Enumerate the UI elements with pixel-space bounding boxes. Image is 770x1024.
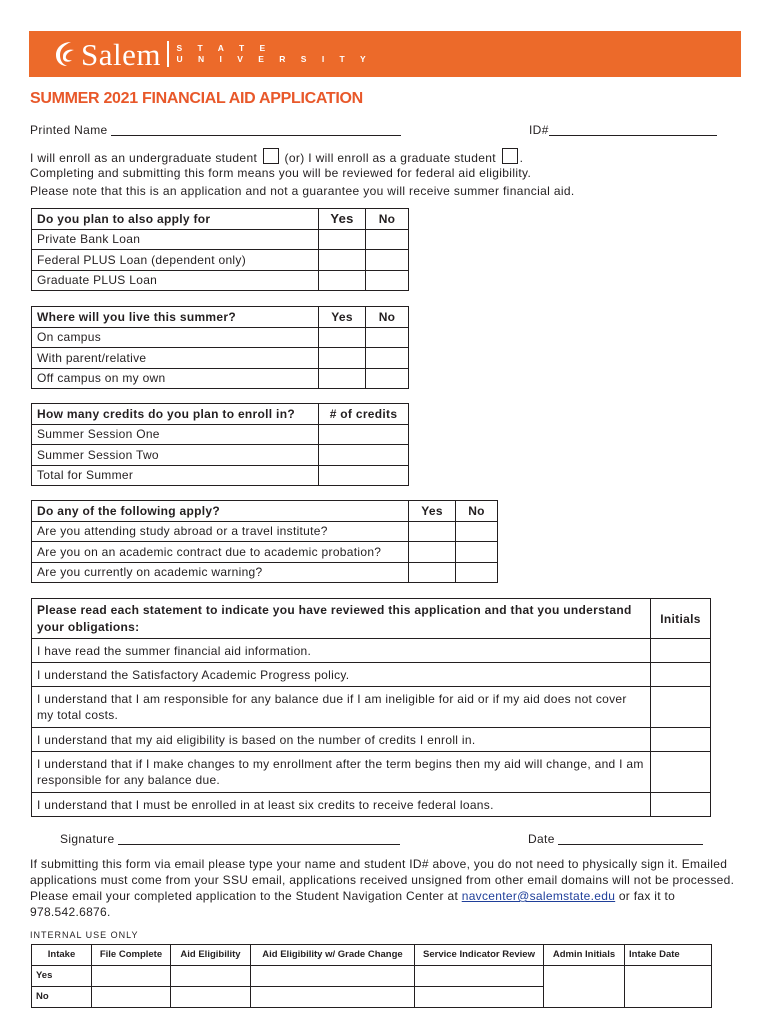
- circumstance-no-cell[interactable]: [456, 562, 498, 583]
- printed-name-field[interactable]: [111, 135, 401, 136]
- statement-text: I understand that I am responsible for any balance due if I am ineligible for aid or if my aid does not cover my total costs.: [32, 687, 651, 728]
- housing-no-cell[interactable]: [366, 348, 409, 369]
- loan-option: Private Bank Loan: [32, 229, 319, 250]
- table-row: [32, 424, 409, 445]
- loan-yes-cell[interactable]: [319, 229, 366, 250]
- email-note-end: or fax it to 978.542.6876.: [30, 889, 676, 919]
- circumstance-question: Are you on an academic contract due to academic probation?: [32, 542, 409, 563]
- housing-yes-cell[interactable]: [319, 368, 366, 389]
- initials-cell[interactable]: [651, 663, 711, 687]
- notice-eligibility: Completing and submitting this form means you will be reviewed for federal aid eligibility.: [30, 166, 532, 180]
- statement-text: I understand that if I make changes to my enrollment after the term begins then my aid will change, and I am responsible for any balance due.: [32, 752, 651, 793]
- signature-label: Signature: [60, 832, 115, 846]
- table-row: [32, 229, 409, 250]
- internal-cell[interactable]: [92, 965, 171, 986]
- statements-header-row: [32, 599, 711, 639]
- session-label: Summer Session One: [32, 424, 319, 445]
- internal-header-aid-eligibility: Aid Eligibility: [171, 945, 251, 966]
- id-row: [529, 123, 717, 137]
- circumstances-header-row: [32, 501, 498, 522]
- statement-text: I understand that I must be enrolled in at least six credits to receive federal loans.: [32, 793, 651, 817]
- internal-cell[interactable]: [251, 986, 415, 1007]
- housing-no-cell[interactable]: [366, 327, 409, 348]
- internal-header-aid-eligibility-grade: Aid Eligibility w/ Grade Change: [251, 945, 415, 966]
- circumstance-no-cell[interactable]: [456, 521, 498, 542]
- housing-question: Where will you live this summer?: [32, 307, 319, 328]
- initials-cell[interactable]: [651, 793, 711, 817]
- internal-header-row: [32, 945, 712, 966]
- table-row: [32, 542, 498, 563]
- initials-header: Initials: [651, 599, 711, 639]
- table-row: [32, 348, 409, 369]
- grad-label: (or) I will enroll as a graduate student: [284, 151, 496, 165]
- credits-header: # of credits: [319, 404, 409, 425]
- email-note-start: If submitting this form via email please type your name and student ID# above, you do not need to physically sign it. Emailed applications must come from your SSU email, applications received unsigned from other email domains will not be processed. Please email your completed application to the Student Navigation Center at: [30, 857, 735, 903]
- table-row: [32, 445, 409, 466]
- internal-header-intake: Intake: [32, 945, 92, 966]
- housing-no-header: No: [366, 307, 409, 328]
- date-row: [528, 832, 703, 846]
- id-field[interactable]: [549, 135, 717, 136]
- salem-flame-icon: [51, 39, 77, 69]
- credits-cell[interactable]: [319, 424, 409, 445]
- enrollment-row: [30, 148, 523, 165]
- housing-yes-cell[interactable]: [319, 348, 366, 369]
- table-row: [32, 663, 711, 687]
- table-row: [32, 752, 711, 793]
- internal-cell[interactable]: [171, 965, 251, 986]
- circumstance-question: Are you attending study abroad or a travel institute?: [32, 521, 409, 542]
- signature-field[interactable]: [118, 844, 400, 845]
- statements-table: [31, 598, 711, 817]
- table-row: [32, 521, 498, 542]
- housing-option: Off campus on my own: [32, 368, 319, 389]
- signature-row: [60, 832, 400, 846]
- undergrad-label: I will enroll as an undergraduate student: [30, 151, 258, 165]
- statement-text: I understand the Satisfactory Academic Progress policy.: [32, 663, 651, 687]
- logo-divider: [167, 41, 169, 67]
- notice-guarantee: Please note that this is an application and not a guarantee you will receive summer financial aid.: [30, 184, 575, 198]
- date-label: Date: [528, 832, 555, 846]
- internal-cell[interactable]: [415, 965, 544, 986]
- table-row: [32, 250, 409, 271]
- initials-cell[interactable]: [651, 752, 711, 793]
- loan-no-cell[interactable]: [366, 270, 409, 291]
- table-row: [32, 687, 711, 728]
- date-field[interactable]: [558, 844, 703, 845]
- circumstances-yes-header: Yes: [409, 501, 456, 522]
- table-row: [32, 270, 409, 291]
- table-row: [32, 562, 498, 583]
- circumstance-question: Are you currently on academic warning?: [32, 562, 409, 583]
- internal-no-label: No: [32, 986, 92, 1007]
- printed-name-row: [30, 123, 401, 137]
- housing-table: [31, 306, 409, 389]
- statement-text: I understand that my aid eligibility is based on the number of credits I enroll in.: [32, 728, 651, 752]
- loan-no-cell[interactable]: [366, 250, 409, 271]
- circumstance-yes-cell[interactable]: [409, 562, 456, 583]
- loans-table: [31, 208, 409, 291]
- circumstances-question: Do any of the following apply?: [32, 501, 409, 522]
- housing-header-row: [32, 307, 409, 328]
- statements-header: Please read each statement to indicate you have reviewed this application and that you understand your obligations:: [32, 599, 651, 639]
- internal-cell[interactable]: [92, 986, 171, 1007]
- statement-text: I have read the summer financial aid information.: [32, 639, 651, 663]
- loan-yes-cell[interactable]: [319, 270, 366, 291]
- internal-header-service-indicator: Service Indicator Review: [415, 945, 544, 966]
- circumstance-yes-cell[interactable]: [409, 521, 456, 542]
- internal-cell[interactable]: [415, 986, 544, 1007]
- table-row: [32, 639, 711, 663]
- enroll-period: .: [519, 151, 524, 165]
- university-banner: [29, 31, 741, 77]
- internal-header-admin-initials: Admin Initials: [544, 945, 625, 966]
- brand-state: S T A T E: [176, 43, 272, 53]
- table-row: [32, 465, 409, 486]
- loan-option: Graduate PLUS Loan: [32, 270, 319, 291]
- table-row: [32, 793, 711, 817]
- session-label: Summer Session Two: [32, 445, 319, 466]
- loans-no-header: No: [366, 209, 409, 230]
- circumstances-table: [31, 500, 498, 583]
- internal-cell[interactable]: [171, 986, 251, 1007]
- internal-use-label: INTERNAL USE ONLY: [30, 930, 139, 940]
- id-label: ID#: [529, 123, 549, 137]
- loans-yes-header: Yes: [319, 209, 366, 230]
- internal-header-file-complete: File Complete: [92, 945, 171, 966]
- table-row: [32, 728, 711, 752]
- table-row: [32, 965, 712, 986]
- circumstance-yes-cell[interactable]: [409, 542, 456, 563]
- brand-subtitle: [177, 43, 373, 65]
- admin-initials-cell[interactable]: [544, 965, 625, 1007]
- loans-question: Do you plan to also apply for: [32, 209, 319, 230]
- printed-name-label: Printed Name: [30, 123, 108, 137]
- credits-cell[interactable]: [319, 465, 409, 486]
- internal-header-intake-date: Intake Date: [625, 945, 712, 966]
- circumstances-no-header: No: [456, 501, 498, 522]
- session-label: Total for Summer: [32, 465, 319, 486]
- internal-yes-label: Yes: [32, 965, 92, 986]
- table-row: [32, 368, 409, 389]
- navcenter-email-link[interactable]: navcenter@salemstate.edu: [461, 889, 616, 903]
- credits-header-row: [32, 404, 409, 425]
- loans-header-row: [32, 209, 409, 230]
- brand-name: Salem: [81, 36, 161, 72]
- initials-cell[interactable]: [651, 639, 711, 663]
- submission-instructions: [30, 856, 745, 920]
- brand-university: U N I V E R S I T Y: [176, 54, 373, 64]
- housing-option: On campus: [32, 327, 319, 348]
- credits-table: [31, 403, 409, 486]
- form-title: SUMMER 2021 FINANCIAL AID APPLICATION: [30, 90, 363, 107]
- loan-option: Federal PLUS Loan (dependent only): [32, 250, 319, 271]
- circumstance-no-cell[interactable]: [456, 542, 498, 563]
- initials-cell[interactable]: [651, 728, 711, 752]
- loan-no-cell[interactable]: [366, 229, 409, 250]
- loan-yes-cell[interactable]: [319, 250, 366, 271]
- internal-use-table: [31, 944, 712, 1008]
- credits-question: How many credits do you plan to enroll in?: [32, 404, 319, 425]
- grad-checkbox[interactable]: [502, 148, 518, 164]
- table-row: [32, 327, 409, 348]
- salem-state-logo: [51, 36, 372, 72]
- housing-no-cell[interactable]: [366, 368, 409, 389]
- undergrad-checkbox[interactable]: [263, 148, 279, 164]
- internal-cell[interactable]: [251, 965, 415, 986]
- housing-option: With parent/relative: [32, 348, 319, 369]
- housing-yes-header: Yes: [319, 307, 366, 328]
- housing-yes-cell[interactable]: [319, 327, 366, 348]
- initials-cell[interactable]: [651, 687, 711, 728]
- credits-cell[interactable]: [319, 445, 409, 466]
- intake-date-cell[interactable]: [625, 965, 712, 1007]
